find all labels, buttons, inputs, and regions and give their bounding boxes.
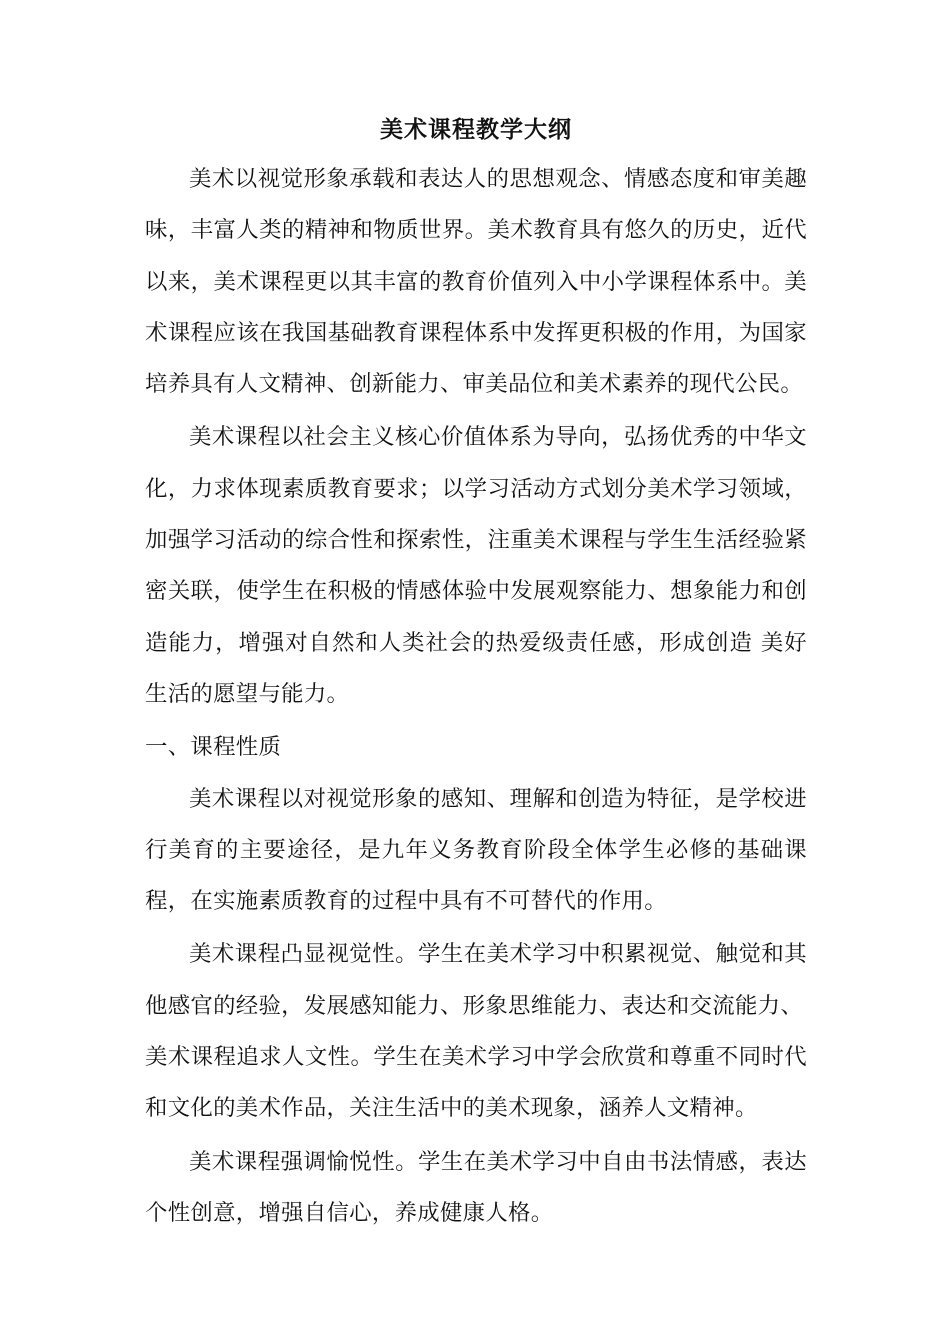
paragraph-intro-1: 美术以视觉形象承载和表达人的思想观念、情感态度和审美趣味，丰富人类的精神和物质世界。美术教育具有悠久的历史，近代以来，美术课程更以其丰富的教育价值列入中小学课程体系中。美术课程应该在我国基础教育课程体系中发挥更积极的作用，为国家培养具有人文精神、创新能力、审美品位和美术素养的现代公民。 [145,166,807,398]
paragraph-nature-1: 美术课程以对视觉形象的感知、理解和创造为特征，是学校进行美育的主要途径，是九年义务教育阶段全体学生必修的基础课程，在实施素质教育的过程中具有不可替代的作用。 [145,785,807,915]
document-title: 美术课程教学大纲 [380,116,572,143]
document-page [145,112,807,1239]
paragraph-nature-2: 美术课程凸显视觉性。学生在美术学习中积累视觉、触觉和其他感官的经验，发展感知能力、形象思维能力、表达和交流能力、 [145,941,807,1019]
paragraph-intro-2: 美术课程以社会主义核心价值体系为导向，弘扬优秀的中华文化，力求体现素质教育要求；以学习活动方式划分美术学习领域，加强学习活动的综合性和探索性，注重美术课程与学生生活经验紧密关联，使学生在积极的情感体验中发展观察能力、想象能力和创造能力，增强对自然和人类社会的热爱级责任感，形成创造 美好生活的愿望与能力。 [145,424,807,707]
section-heading-course-nature: 一、课程性质 [145,734,282,761]
paragraph-nature-3: 美术课程追求人文性。学生在美术学习中学会欣赏和尊重不同时代和文化的美术作品，关注生活中的美术现象，涵养人文精神。 [145,1044,807,1122]
paragraph-nature-4: 美术课程强调愉悦性。学生在美术学习中自由书法情感，表达个性创意，增强自信心，养成健康人格。 [145,1148,807,1226]
